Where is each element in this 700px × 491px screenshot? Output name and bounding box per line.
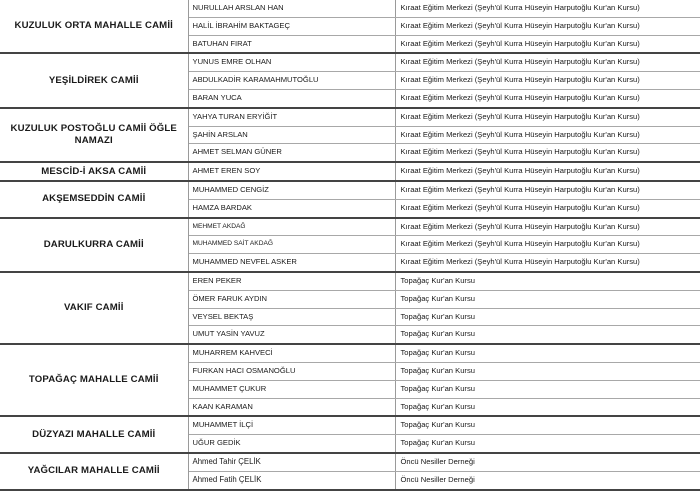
course-name-cell: Kıraat Eğitim Merkezi (Şeyh'ül Kurra Hüseyin Harputoğlu Kur'an Kursu) — [395, 218, 700, 236]
course-name-cell: Kıraat Eğitim Merkezi (Şeyh'ül Kurra Hüseyin Harputoğlu Kur'an Kursu) — [395, 181, 700, 199]
mosque-name-cell: KUZULUK POSTOĞLU CAMİİ ÖĞLE NAMAZI — [0, 108, 188, 162]
student-name-cell: YAHYA TURAN ERYİĞİT — [188, 108, 395, 126]
course-name-cell: Kıraat Eğitim Merkezi (Şeyh'ül Kurra Hüseyin Harputoğlu Kur'an Kursu) — [395, 108, 700, 126]
mosque-name-cell: DARULKURRA CAMİİ — [0, 218, 188, 272]
mosque-name-cell: DÜZYAZI MAHALLE CAMİİ — [0, 416, 188, 453]
student-name-cell: AHMET EREN SOY — [188, 162, 395, 181]
student-name-cell: NURULLAH ARSLAN HAN — [188, 0, 395, 17]
table-row — [0, 53, 700, 71]
student-name-cell: FURKAN HACI OSMANOĞLU — [188, 362, 395, 380]
student-name-cell: MUHAMMED NEVFEL ASKER — [188, 254, 395, 272]
student-name-cell: MUHAMMED CENGİZ — [188, 181, 395, 199]
table-row — [0, 218, 700, 236]
student-name-cell: EREN PEKER — [188, 272, 395, 290]
student-name-cell: Ahmed Fatih ÇELİK — [188, 471, 395, 489]
course-name-cell: Topağaç Kur'an Kursu — [395, 416, 700, 434]
student-name-cell: Ahmed Tahir ÇELİK — [188, 453, 395, 471]
course-name-cell: Kıraat Eğitim Merkezi (Şeyh'ül Kurra Hüseyin Harputoğlu Kur'an Kursu) — [395, 53, 700, 71]
course-name-cell: Kıraat Eğitim Merkezi (Şeyh'ül Kurra Hüseyin Harputoğlu Kur'an Kursu) — [395, 0, 700, 17]
mosque-name-cell: AKŞEMSEDDİN CAMİİ — [0, 181, 188, 218]
course-name-cell: Kıraat Eğitim Merkezi (Şeyh'ül Kurra Hüseyin Harputoğlu Kur'an Kursu) — [395, 162, 700, 181]
mosque-name-cell: YEŞİLDİREK CAMİİ — [0, 53, 188, 107]
course-name-cell: Kıraat Eğitim Merkezi (Şeyh'ül Kurra Hüseyin Harputoğlu Kur'an Kursu) — [395, 72, 700, 90]
course-name-cell: Topağaç Kur'an Kursu — [395, 398, 700, 416]
student-name-cell: MUHAMMED SAİT AKDAĞ — [188, 236, 395, 254]
table-row — [0, 162, 700, 181]
student-name-cell: BATUHAN FIRAT — [188, 35, 395, 53]
student-name-cell: UĞUR GEDİK — [188, 435, 395, 453]
student-name-cell: MUHAMMET İLÇİ — [188, 416, 395, 434]
student-name-cell: VEYSEL BEKTAŞ — [188, 308, 395, 326]
mosque-name-cell: MESCİD-İ AKSA CAMİİ — [0, 162, 188, 181]
student-name-cell: ŞAHİN ARSLAN — [188, 126, 395, 144]
mosque-name-cell: VAKIF CAMİİ — [0, 272, 188, 344]
student-name-cell: MUHARREM KAHVECİ — [188, 344, 395, 362]
student-name-cell: ABDULKADİR KARAMAHMUTOĞLU — [188, 72, 395, 90]
course-name-cell: Kıraat Eğitim Merkezi (Şeyh'ül Kurra Hüseyin Harputoğlu Kur'an Kursu) — [395, 17, 700, 35]
table-row — [0, 416, 700, 434]
student-name-cell: ÖMER FARUK AYDIN — [188, 290, 395, 308]
course-name-cell: Topağaç Kur'an Kursu — [395, 272, 700, 290]
student-name-cell: HALİL İBRAHİM BAKTAGEÇ — [188, 17, 395, 35]
mosque-name-cell: KUZULUK ORTA MAHALLE CAMİİ — [0, 0, 188, 53]
course-name-cell: Topağaç Kur'an Kursu — [395, 380, 700, 398]
mosque-name-cell: TOPAĞAÇ MAHALLE CAMİİ — [0, 344, 188, 416]
mosque-name-cell: YAĞCILAR MAHALLE CAMİİ — [0, 453, 188, 490]
student-name-cell: YUNUS EMRE OLHAN — [188, 53, 395, 71]
table-row — [0, 0, 700, 17]
table-row — [0, 181, 700, 199]
student-name-cell: AHMET SELMAN GÜNER — [188, 144, 395, 162]
course-name-cell: Topağaç Kur'an Kursu — [395, 290, 700, 308]
course-name-cell: Topağaç Kur'an Kursu — [395, 344, 700, 362]
course-name-cell: Kıraat Eğitim Merkezi (Şeyh'ül Kurra Hüseyin Harputoğlu Kur'an Kursu) — [395, 144, 700, 162]
table-row — [0, 108, 700, 126]
course-name-cell: Kıraat Eğitim Merkezi (Şeyh'ül Kurra Hüseyin Harputoğlu Kur'an Kursu) — [395, 236, 700, 254]
course-name-cell: Topağaç Kur'an Kursu — [395, 435, 700, 453]
student-name-cell: HAMZA BARDAK — [188, 199, 395, 217]
table-row — [0, 344, 700, 362]
student-name-cell: UMUT YASİN YAVUZ — [188, 326, 395, 344]
course-name-cell: Kıraat Eğitim Merkezi (Şeyh'ül Kurra Hüseyin Harputoğlu Kur'an Kursu) — [395, 35, 700, 53]
course-name-cell: Topağaç Kur'an Kursu — [395, 326, 700, 344]
table-row — [0, 453, 700, 471]
course-name-cell: Kıraat Eğitim Merkezi (Şeyh'ül Kurra Hüseyin Harputoğlu Kur'an Kursu) — [395, 126, 700, 144]
course-name-cell: Kıraat Eğitim Merkezi (Şeyh'ül Kurra Hüseyin Harputoğlu Kur'an Kursu) — [395, 254, 700, 272]
course-name-cell: Öncü Nesiller Derneği — [395, 453, 700, 471]
student-name-cell: MUHAMMET ÇUKUR — [188, 380, 395, 398]
course-name-cell: Topağaç Kur'an Kursu — [395, 308, 700, 326]
course-name-cell: Topağaç Kur'an Kursu — [395, 362, 700, 380]
course-name-cell: Öncü Nesiller Derneği — [395, 471, 700, 489]
student-name-cell: MEHMET AKDAĞ — [188, 218, 395, 236]
course-name-cell: Kıraat Eğitim Merkezi (Şeyh'ül Kurra Hüseyin Harputoğlu Kur'an Kursu) — [395, 199, 700, 217]
student-name-cell: BARAN YUCA — [188, 89, 395, 107]
student-name-cell: KAAN KARAMAN — [188, 398, 395, 416]
course-name-cell: Kıraat Eğitim Merkezi (Şeyh'ül Kurra Hüseyin Harputoğlu Kur'an Kursu) — [395, 89, 700, 107]
table-row — [0, 272, 700, 290]
